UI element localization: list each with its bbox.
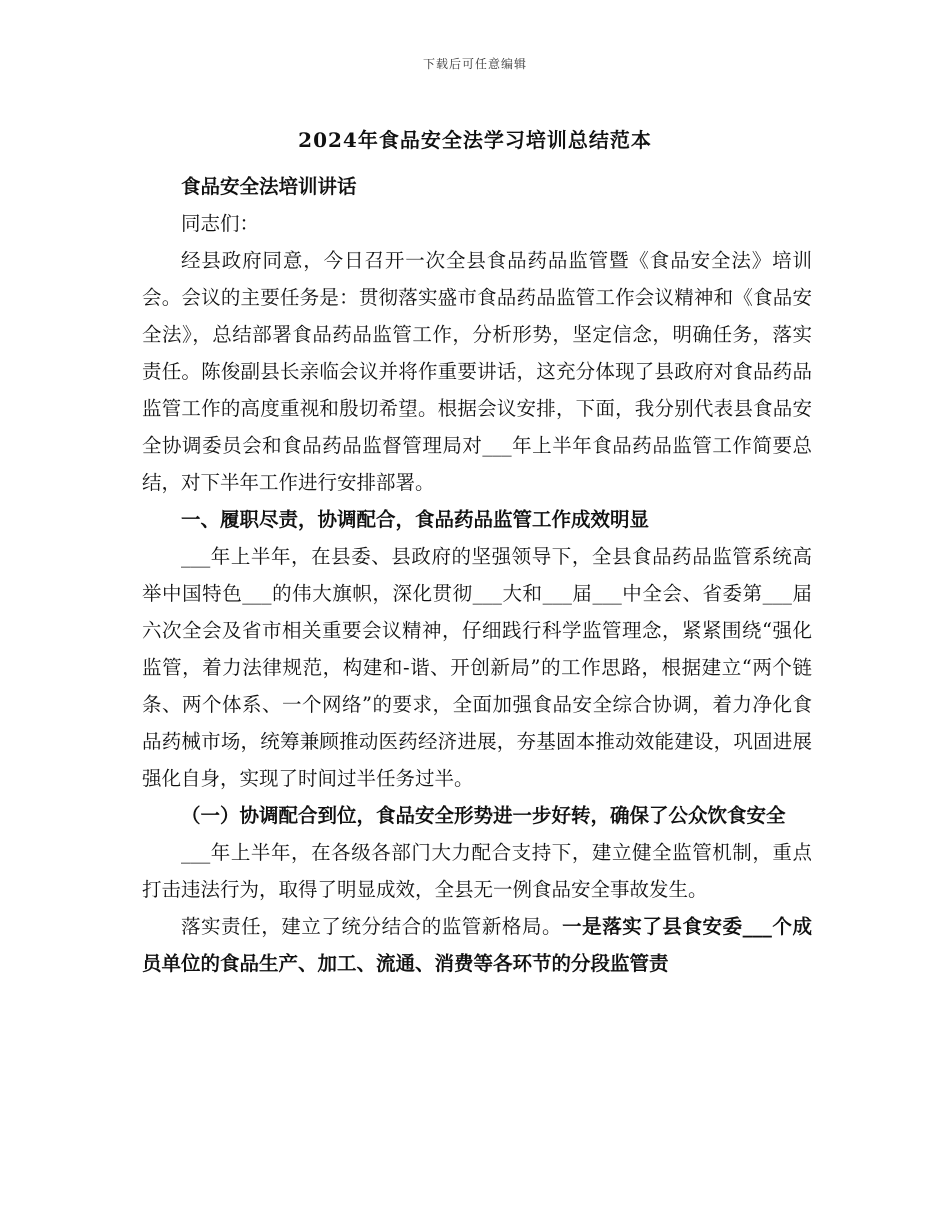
paragraph-2: ___年上半年，在各级各部门大力配合支持下，建立健全监管机制，重点打击违法行为，取得了明显成效，全县无一例食品安全事故发生。 xyxy=(142,841,812,901)
salutation: 同志们： xyxy=(181,212,260,235)
paragraph-1: ___年上半年，在县委、县政府的坚强领导下，全县食品药品监管系统高举中国特色___的伟大旗帜，深化贯彻___大和___届___中全会、省委第___届六次全会及省市相关重要会议精神，仔细践行科学监管理念，紧紧围绕“强化监管，着力法律规范，构建和-谐、开创新局”的工作思路，根据建立“两个链条、两个体系、一个网络”的要求，全面加强食品安全综合协调，着力净化食品药械市场，统筹兼顾推动医药经济进展，夯基固本推动效能建设，巩固进展强化自身，实现了时间过半任务过半。 xyxy=(142,545,812,790)
speech-subtitle: 食品安全法培训讲话 xyxy=(181,175,357,198)
document-body xyxy=(142,168,812,982)
paragraph-3-bold: 一是落实了县食安委___个成员单位的食品生产、加工、流通、消费等各环节的分段监管责 xyxy=(142,915,812,975)
paragraph-3-lead: 落实责任，建立了统分结合的监管新格局。 xyxy=(181,915,563,938)
paragraph-3 xyxy=(142,908,812,982)
section-heading-1-1: （一）协调配合到位，食品安全形势进一步好转，确保了公众饮食安全 xyxy=(181,804,786,827)
paragraph-intro: 经县政府同意，今日召开一次全县食品药品监管暨《食品安全法》培训会。会议的主要任务是：贯彻落实盛市食品药品监管工作会议精神和《食品安全法》，总结部署食品药品监管工作，分析形势，坚定信念，明确任务，落实责任。陈俊副县长亲临会议并将作重要讲话，这充分体现了县政府对食品药品监管工作的高度重视和殷切希望。根据会议安排，下面，我分别代表县食品安全协调委员会和食品药品监督管理局对___年上半年食品药品监管工作简要总结，对下半年工作进行安排部署。 xyxy=(142,249,812,494)
section-heading-1: 一、履职尽责，协调配合，食品药品监管工作成效明显 xyxy=(181,508,650,531)
document-title: 2024年食品安全法学习培训总结范本 xyxy=(298,128,652,152)
header-note: 下载后可任意编辑 xyxy=(422,57,527,71)
